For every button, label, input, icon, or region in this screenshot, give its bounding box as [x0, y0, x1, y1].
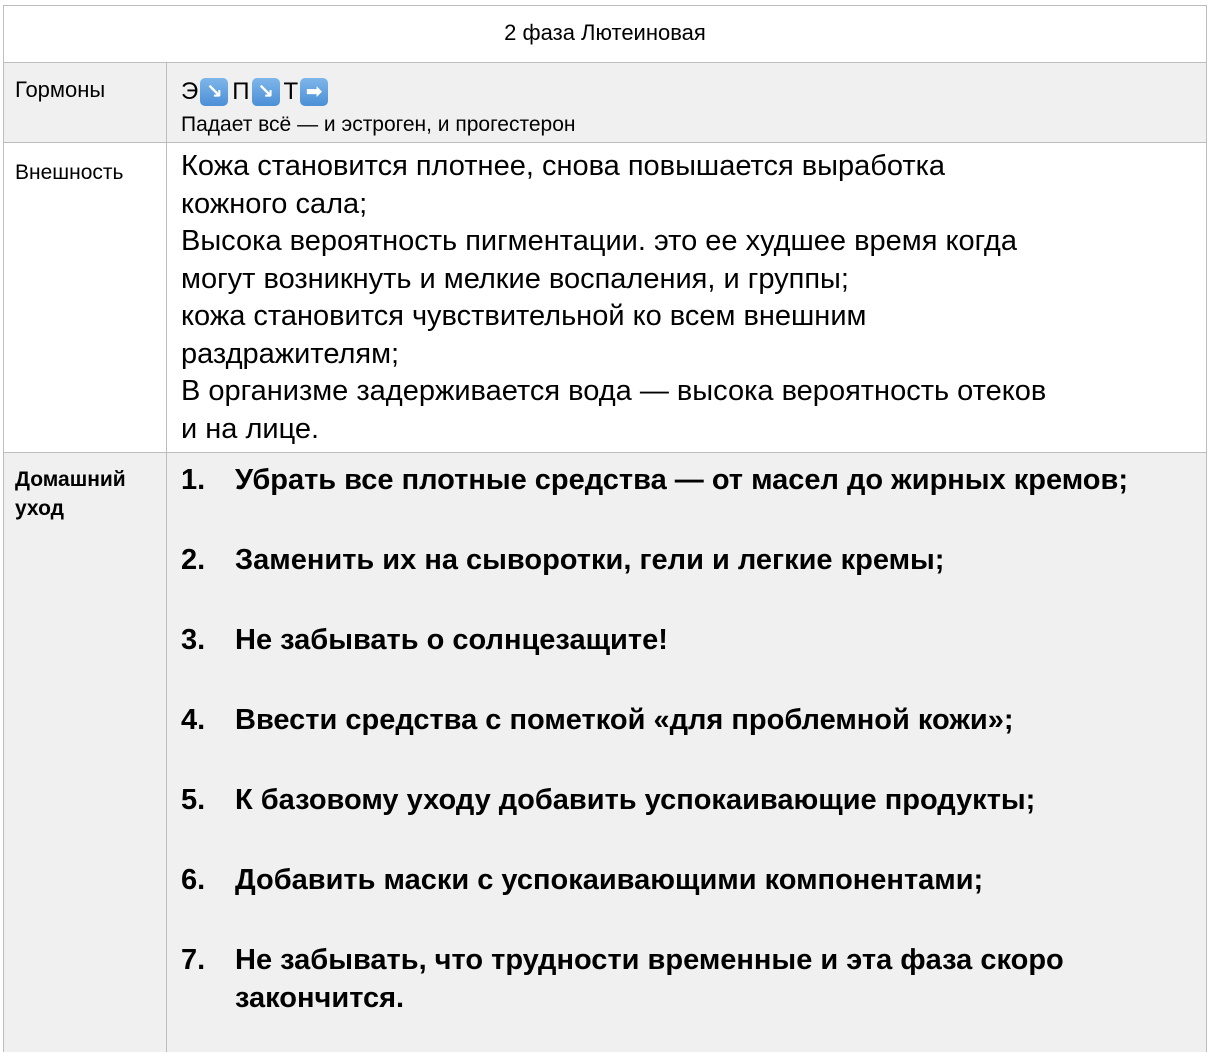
list-item-text: Убрать все плотные средства — от масел до жирных кремов; [235, 464, 1128, 496]
looks-line: Кожа становится плотнее, снова повышается выработка [181, 150, 946, 182]
hormone-progesterone: П [232, 78, 250, 105]
list-item-text: Ввести средства с пометкой «для проблемной кожи»; [235, 704, 1014, 736]
looks-line: и на лице. [181, 412, 320, 445]
table-title-row [4, 6, 1206, 63]
home-care-label: Домашний уход [4, 453, 167, 1052]
list-item [181, 461, 1200, 499]
list-item-text: Не забывать, что трудности временные и эта фаза скоро закончится. [235, 944, 1064, 1014]
list-item-number: 3. [181, 624, 206, 656]
hormones-row [4, 63, 1206, 143]
list-item-number: 5. [181, 784, 206, 816]
arrow-down-right-icon: ↘ [252, 78, 280, 106]
hormone-testosterone: Т [283, 78, 299, 105]
looks-line: Высока вероятность пигментации. это ее худшее время когда [181, 225, 1017, 257]
looks-label: Внешность [4, 143, 167, 452]
list-item [181, 701, 1200, 739]
list-item-number: 4. [181, 704, 206, 736]
list-item-number: 6. [181, 864, 206, 896]
hormones-note: Падает всё — и эстроген, и прогестерон [181, 113, 576, 136]
list-item-text: К базовому уходу добавить успокаивающие продукты; [235, 784, 1036, 816]
list-item [181, 621, 1200, 659]
looks-text [181, 143, 1200, 448]
home-care-row [4, 453, 1206, 1052]
looks-line: В организме задерживается вода — высока вероятность отеков [181, 375, 1047, 407]
hormone-estrogen: Э [181, 78, 199, 105]
hormone-arrows [181, 77, 1200, 107]
list-item [181, 781, 1200, 819]
list-item [181, 541, 1200, 579]
list-item-text: Не забывать о солнцезащите! [235, 624, 668, 656]
list-item [181, 941, 1200, 1017]
table-title: 2 фаза Лютеиновая [504, 20, 706, 45]
arrow-right-icon: ➡ [300, 78, 328, 106]
list-item-number: 2. [181, 544, 206, 576]
hormones-label: Гормоны [4, 63, 167, 142]
home-care-content [181, 453, 1200, 1052]
list-item-text: Заменить их на сыворотки, гели и легкие кремы; [235, 544, 945, 576]
list-item-number: 1. [181, 464, 206, 496]
looks-line: кожного сала; [181, 187, 368, 220]
looks-row [4, 143, 1206, 453]
arrow-down-right-icon: ↘ [200, 78, 228, 106]
hormones-content [181, 63, 1200, 142]
looks-content [181, 143, 1200, 452]
looks-line: раздражителям; [181, 337, 400, 370]
looks-line: кожа становится чувствительной ко всем внешним [181, 300, 867, 332]
list-item-number: 7. [181, 944, 206, 976]
list-item-text: Добавить маски с успокаивающими компонентами; [235, 864, 984, 896]
phase-table [3, 5, 1207, 1052]
looks-line: могут возникнуть и мелкие воспаления, и группы; [181, 262, 849, 295]
home-care-list [181, 453, 1200, 1017]
list-item [181, 861, 1200, 899]
